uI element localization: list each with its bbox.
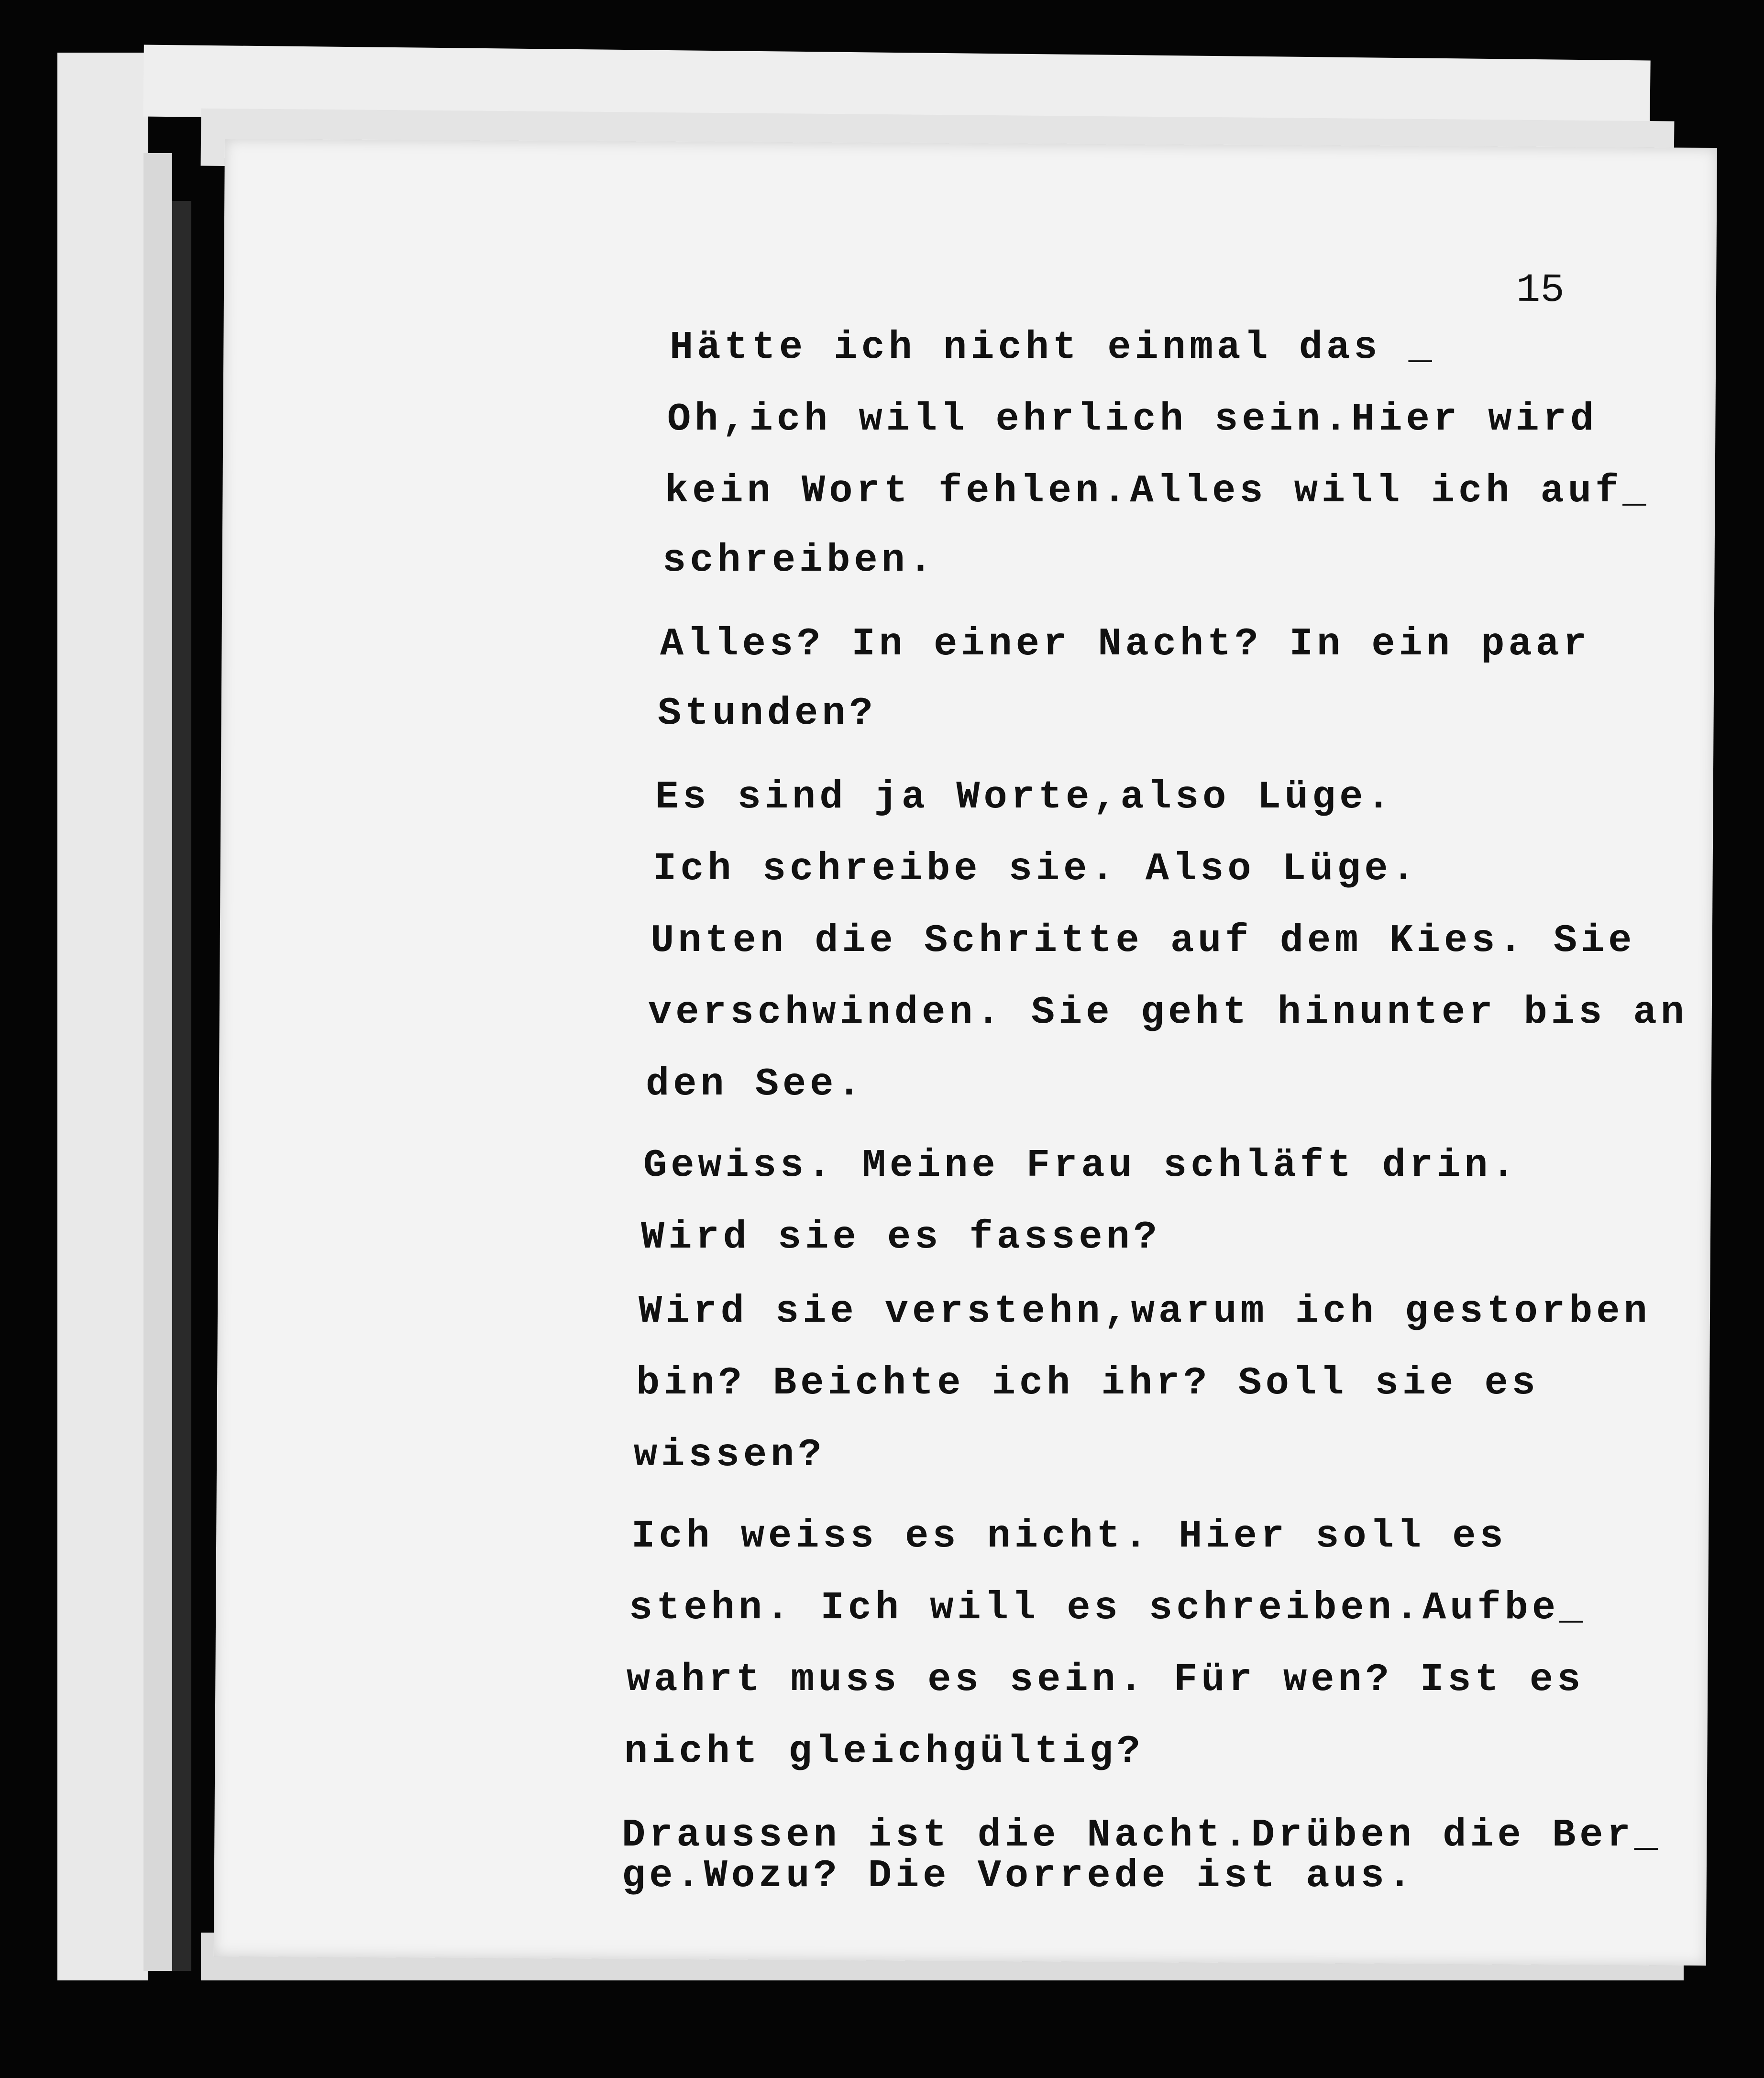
text-line: verschwinden. Sie geht hinunter bis an	[648, 990, 1688, 1035]
text-line: wahrt muss es sein. Für wen? Ist es	[627, 1658, 1585, 1702]
text-line: Ich weiss es nicht. Hier soll es	[631, 1514, 1507, 1558]
text-line: schreiben.	[662, 538, 937, 583]
text-line: nicht gleichgültig?	[624, 1729, 1144, 1774]
text-line: Gewiss. Meine Frau schläft drin.	[643, 1143, 1519, 1188]
text-line: Oh,ich will ehrlich sein.Hier wird	[667, 397, 1598, 442]
text-line: wissen?	[634, 1433, 826, 1477]
paper-stack-edge-left	[57, 53, 148, 1980]
text-line: Hätte ich nicht einmal das _	[670, 325, 1436, 370]
text-line: Alles? In einer Nacht? In ein paar	[660, 622, 1591, 666]
text-line: Draussen ist die Nacht.Drüben die Ber_	[622, 1813, 1662, 1857]
text-line: den See.	[646, 1062, 865, 1106]
paper-stack-shadow	[172, 201, 191, 1971]
page-number: 15	[1516, 267, 1565, 314]
text-line: stehn. Ich will es schreiben.Aufbe_	[629, 1586, 1587, 1630]
text-line: Stunden?	[658, 691, 877, 736]
paper-stack-edge-inner	[143, 153, 172, 1971]
text-line: Unten die Schritte auf dem Kies. Sie	[650, 918, 1636, 963]
text-line: Es sind ja Worte,also Lüge.	[655, 775, 1394, 819]
text-line: ge.Wozu? Die Vorrede ist aus.	[622, 1854, 1416, 1898]
text-line: kein Wort fehlen.Alles will ich auf_	[665, 469, 1650, 513]
text-line: Ich schreibe sie. Also Lüge.	[653, 847, 1419, 891]
text-line: Wird sie verstehn,warum ich gestorben	[639, 1289, 1651, 1334]
text-line: bin? Beichte ich ihr? Soll sie es	[636, 1361, 1539, 1405]
text-line: Wird sie es fassen?	[641, 1215, 1161, 1260]
